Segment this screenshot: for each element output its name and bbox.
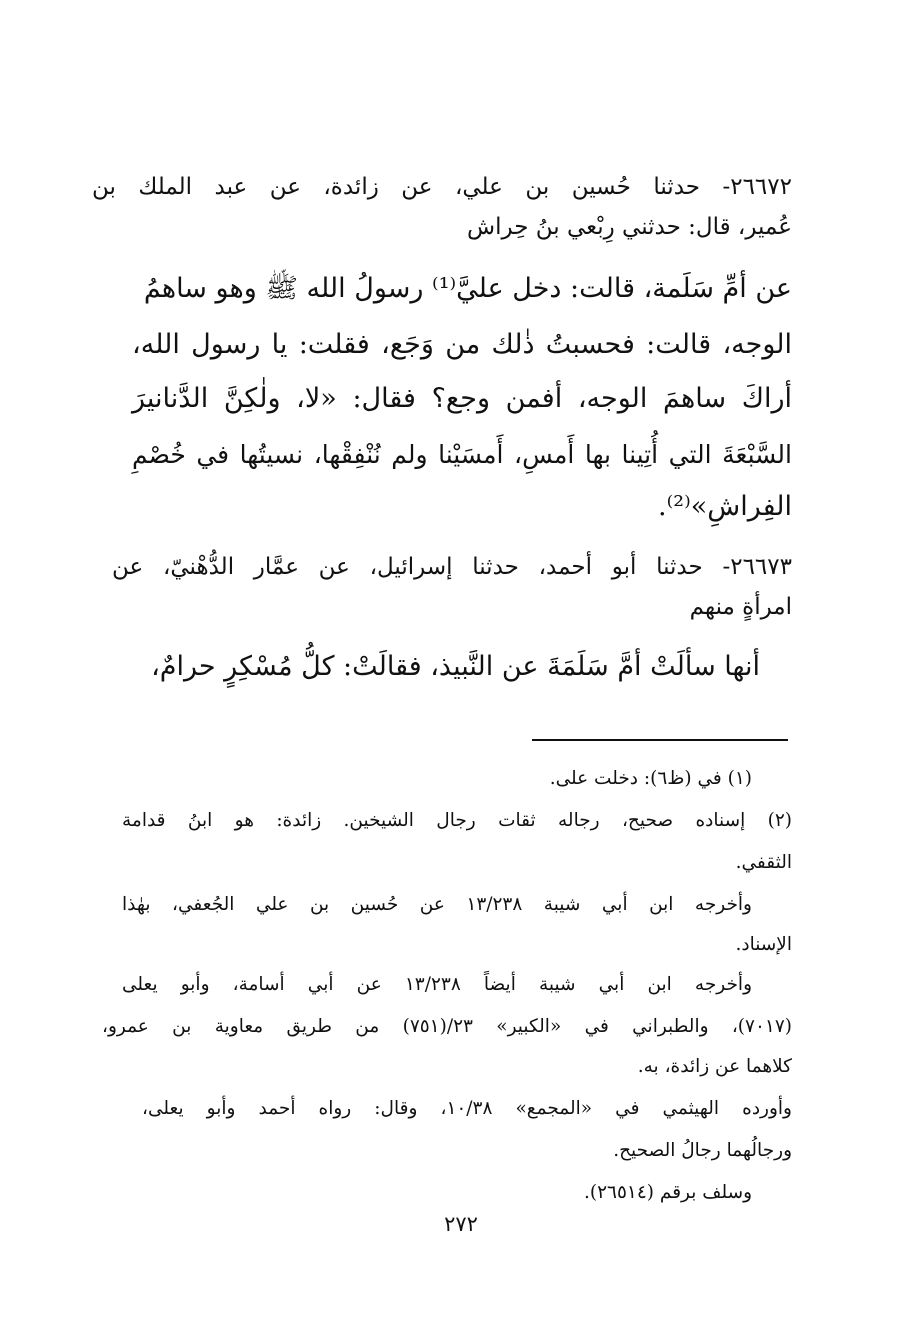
hadith-26673-isnad-line-2: امرأةٍ منهم [689, 594, 792, 620]
footnote-1: (١) في (ظ٦): دخلت على. [549, 768, 752, 789]
hadith-26672-isnad-line-2: عُمير، قال: حدثني رِبْعي بنُ حِراش [467, 214, 792, 240]
footnote-separator [532, 739, 788, 741]
hadith-26672-matn-line-1: عن أمِّ سَلَمة، قالت: دخل عليَّ⁽¹⁾ رسولُ الله ﷺ وهو ساهمُ [143, 273, 792, 304]
footnote-2-para-3-line-2: (٧٠١٧)، والطبراني في «الكبير» ٢٣/(٧٥١) من طريق معاوية بن عمرو، [102, 1016, 792, 1037]
page-number: ٢٧٢ [444, 1212, 478, 1236]
hadith-26673-isnad-line-1: ٢٦٦٧٣- حدثنا أبو أحمد، حدثنا إسرائيل، عن عمَّار الدُّهْنيّ، عن [112, 554, 792, 580]
hadith-26672-matn-line-3: أراكَ ساهمَ الوجه، أفمن وجع؟ فقال: «لا، ولٰكِنَّ الدَّنانيرَ [132, 383, 792, 414]
footnote-2-para-3-line-1: وأخرجه ابن أبي شيبة أيضاً ١٣/٢٣٨ عن أبي أسامة، وأبو يعلى [122, 974, 752, 995]
hadith-26673-matn-line: أنها سألَتْ أمَّ سَلَمَةَ عن النَّبيذ، فقالَتْ: كلُّ مُسْكِرٍ حرامٌ، [151, 651, 760, 682]
hadith-26672-matn-line-5: الفِراشِ»⁽²⁾. [658, 491, 792, 522]
hadith-26672-matn-line-4: السَّبْعَةَ التي أُتِينا بها أَمسِ، أَمسَيْنا ولم نُنْفِقْها، نسيتُها في خُصْمِ [132, 440, 792, 469]
footnote-2-para-2-line-2: الإسناد. [735, 934, 792, 955]
hadith-26672-matn-line-2: الوجه، قالت: فحسبتُ ذٰلك من وَجَع، فقلت: يا رسول الله، [132, 329, 792, 360]
footnote-2-para-4-line-1: وأورده الهيثمي في «المجمع» ١٠/٣٨، وقال: رواه أحمد وأبو يعلى، [142, 1098, 792, 1119]
footnote-2-para-5-line-1: وسلف برقم (٢٦٥١٤). [584, 1182, 752, 1203]
footnote-2-line-1: (٢) إسناده صحيح، رجاله ثقات رجال الشيخين. زائدة: هو ابنُ قدامة [122, 810, 792, 831]
footnote-2-para-4-line-2: ورجالُهما رجالُ الصحيح. [613, 1140, 792, 1161]
footnote-2-para-2-line-1: وأخرجه ابن أبي شيبة ١٣/٢٣٨ عن حُسين بن علي الجُعفي، بهٰذا [122, 894, 752, 915]
footnote-2-line-2: الثقفي. [735, 852, 792, 873]
footnote-2-para-3-line-3: كلاهما عن زائدة، به. [637, 1056, 792, 1077]
hadith-26672-isnad-line-1: ٢٦٦٧٢- حدثنا حُسين بن علي، عن زائدة، عن عبد الملك بن [92, 174, 792, 200]
